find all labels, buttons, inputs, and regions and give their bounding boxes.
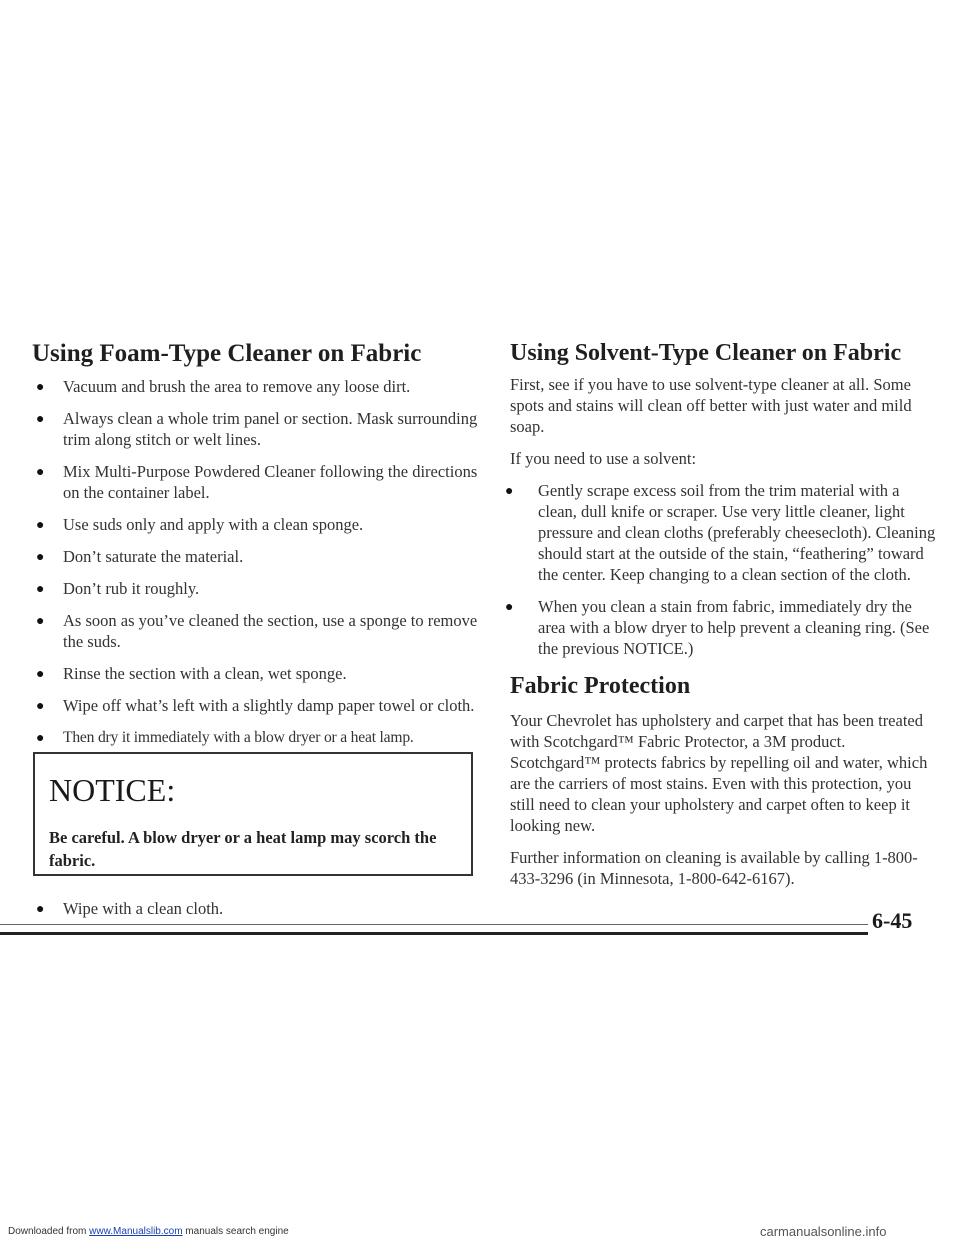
footer-prefix: Downloaded from: [8, 1226, 90, 1237]
bullet-icon: ●: [36, 611, 45, 628]
footer-rule-thin: [0, 924, 868, 925]
list-item: ● Always clean a whole trim panel or section. Mask surrounding trim along stitch or welt lines.: [36, 408, 478, 449]
fabric-protection-text: Your Chevrolet has upholstery and carpet that has been treated with Scotchgard™ Fabric Protector, a 3M product. Scotchgard™ protects fabrics by repelling oil and water, which are the carriers of most stains. Even with this protection, you still need to clean your upholstery and carpet often to keep it looking new.: [510, 710, 928, 835]
footer-suffix: manuals search engine: [182, 1226, 289, 1237]
heading-solvent-cleaner: Using Solvent-Type Cleaner on Fabric: [510, 340, 902, 366]
foam-cleaner-steps: [33, 376, 483, 748]
footer-rule-thick: [0, 932, 868, 935]
list-item: ● Then dry it immediately with a blow dryer or a heat lamp.: [36, 728, 414, 746]
list-item: ● Wipe with a clean cloth.: [36, 899, 224, 918]
left-column: [33, 340, 483, 759]
bullet-icon: ●: [36, 515, 45, 532]
heading-fabric-protection: Fabric Protection: [510, 673, 691, 700]
watermark: carmanualsonline.info: [760, 1224, 887, 1239]
list-item: ● Rinse the section with a clean, wet sponge.: [36, 663, 347, 683]
fabric-protection-contact: Further information on cleaning is available by calling 1-800-433-3296 (in Minnesota, 1-800-642-6167).: [510, 847, 918, 888]
list-item: ● Wipe off what’s left with a slightly damp paper towel or cloth.: [36, 695, 475, 715]
right-column: [482, 340, 934, 900]
solvent-intro-2: If you need to use a solvent:: [510, 449, 697, 469]
bullet-icon: ●: [505, 482, 514, 499]
list-item: ● Vacuum and brush the area to remove any loose dirt.: [36, 376, 411, 396]
bullet-icon: ●: [36, 664, 45, 681]
list-item: ● Don’t saturate the material.: [36, 546, 244, 566]
notice-body: Be careful. A blow dryer or a heat lamp may scorch the fabric.: [49, 828, 437, 870]
bullet-icon: ●: [36, 409, 45, 426]
list-item: ● Gently scrape excess soil from the trim material with a clean, dull knife or scraper. Use very little cleaner, light pressure and clean cloths (preferably cheesecloth). Cleaning should start at the outside of the stain, “feathering” toward the center. Keep changing to a clean section of the cloth.: [505, 481, 936, 585]
bullet-icon: ●: [36, 462, 45, 479]
solvent-intro: First, see if you have to use solvent-type cleaner at all. Some spots and stains will clean off better with just water and mild soap.: [510, 375, 912, 437]
bullet-icon: ●: [36, 696, 45, 713]
heading-foam-cleaner: Using Foam-Type Cleaner on Fabric: [32, 340, 422, 367]
solvent-cleaner-steps: [502, 480, 934, 659]
download-footer: [8, 1226, 289, 1237]
bullet-icon: ●: [36, 728, 45, 745]
list-item: ● When you clean a stain from fabric, immediately dry the area with a blow dryer to help prevent a cleaning ring. (See the previous NOTICE.): [505, 597, 930, 659]
page-number: 6-45: [872, 908, 913, 933]
list-item: ● Use suds only and apply with a clean sponge.: [36, 514, 364, 534]
notice-title: NOTICE:: [49, 772, 176, 808]
list-item: ● Don’t rub it roughly.: [36, 578, 200, 598]
foam-cleaner-final-step: [33, 898, 483, 930]
notice-box: [33, 752, 473, 876]
bullet-icon: ●: [36, 377, 45, 394]
bullet-icon: ●: [36, 900, 45, 916]
bullet-icon: ●: [36, 579, 45, 596]
list-item: ● Mix Multi-Purpose Powdered Cleaner following the directions on the container label.: [36, 461, 478, 502]
bullet-icon: ●: [505, 598, 514, 615]
bullet-icon: ●: [36, 547, 45, 564]
manualslib-link[interactable]: www.Manualslib.com: [89, 1226, 183, 1237]
list-item: ● As soon as you’ve cleaned the section, use a sponge to remove the suds.: [36, 610, 478, 651]
